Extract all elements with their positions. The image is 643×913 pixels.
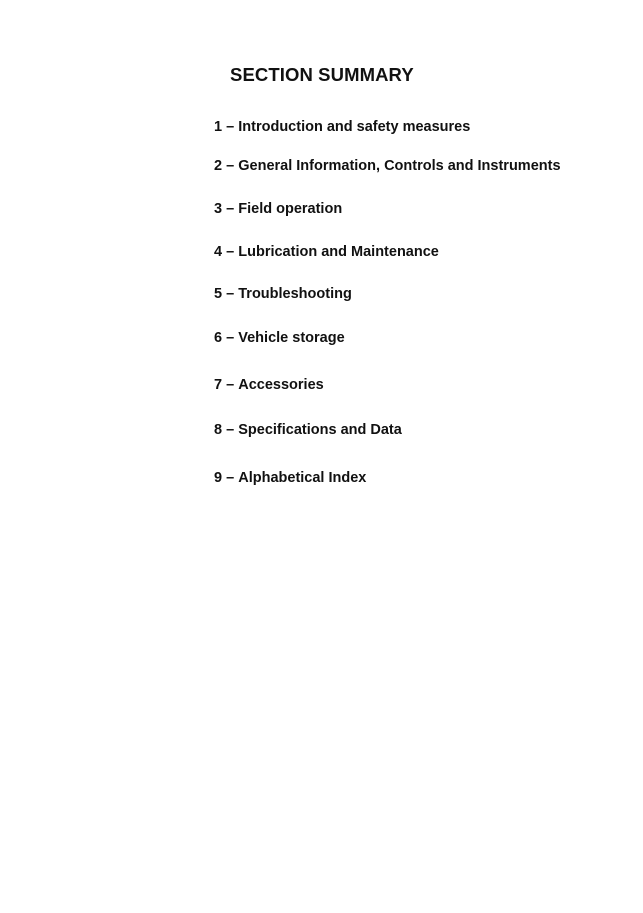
section-separator: –: [226, 470, 235, 486]
section-separator: –: [226, 158, 235, 174]
section-number: 8: [214, 422, 223, 438]
section-label: Troubleshooting: [238, 286, 352, 302]
section-separator: –: [226, 201, 235, 217]
section-separator: –: [226, 330, 235, 346]
section-number: 6: [214, 330, 223, 346]
section-separator: –: [226, 377, 235, 393]
section-number: 1: [214, 119, 223, 135]
section-item-7[interactable]: [214, 376, 324, 394]
page-title: SECTION SUMMARY: [230, 64, 414, 85]
section-separator: –: [226, 244, 235, 260]
section-item-6[interactable]: [214, 329, 345, 347]
section-label: Lubrication and Maintenance: [238, 244, 439, 260]
section-label: General Information, Controls and Instruments: [238, 158, 561, 174]
section-label: Introduction and safety measures: [238, 119, 471, 135]
section-number: 4: [214, 244, 223, 260]
section-label: Accessories: [238, 377, 324, 393]
section-number: 3: [214, 201, 223, 217]
section-item-1[interactable]: [214, 118, 470, 136]
section-item-5[interactable]: [214, 285, 352, 303]
section-separator: –: [226, 119, 235, 135]
section-number: 9: [214, 470, 223, 486]
section-number: 5: [214, 286, 223, 302]
section-label: Vehicle storage: [238, 330, 345, 346]
section-label: Alphabetical Index: [238, 470, 367, 486]
section-item-9[interactable]: [214, 469, 366, 487]
section-item-3[interactable]: [214, 200, 342, 218]
section-label: Field operation: [238, 201, 343, 217]
section-item-2[interactable]: [214, 157, 561, 175]
section-separator: –: [226, 286, 235, 302]
section-item-8[interactable]: [214, 421, 402, 439]
section-separator: –: [226, 422, 235, 438]
section-number: 7: [214, 377, 223, 393]
section-label: Specifications and Data: [238, 422, 402, 438]
section-number: 2: [214, 158, 223, 174]
section-item-4[interactable]: [214, 243, 439, 261]
